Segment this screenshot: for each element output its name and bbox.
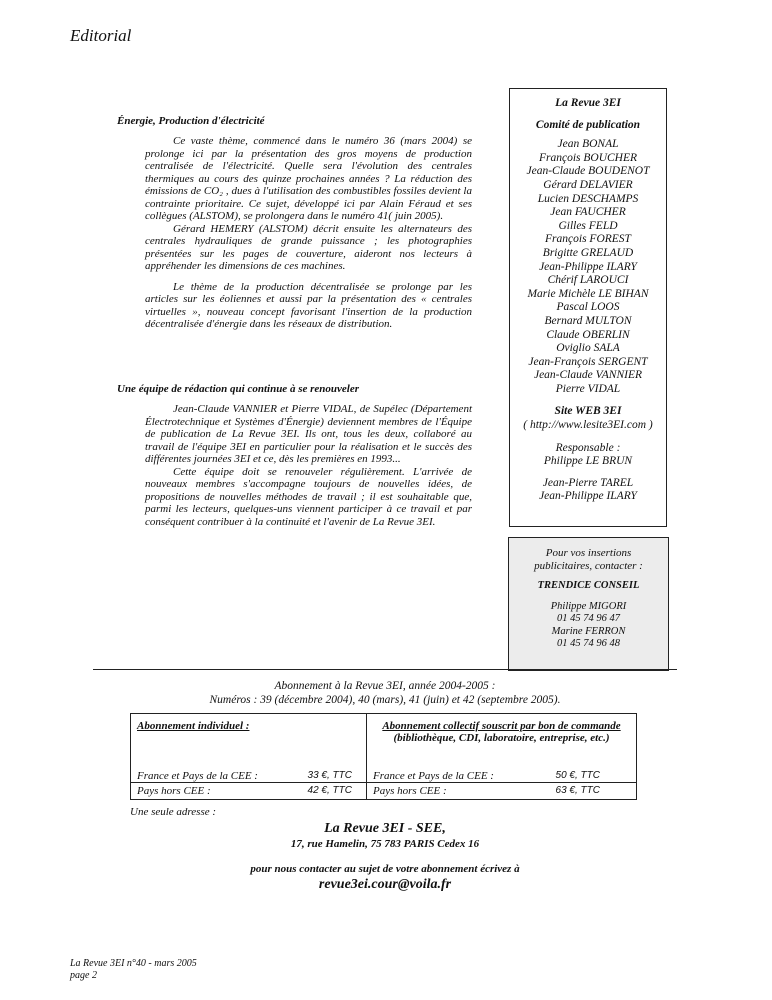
price-coll-cee: 50 €, TTC	[555, 770, 600, 781]
paragraph: Jean-Claude VANNIER et Pierre VIDAL, de Supélec (Département Électrotechnique et Systèmes d'Énergie) deviennent membres de l'Équipe de publication de La Revue 3EI. Ils ont, tous les deux, collaboré au travail de l'équipe 3EI en particulier pour la réalisation et le succès des différentes journées 3EI et ce, dès les premières en 1993...	[145, 403, 472, 465]
table-cell	[367, 783, 637, 800]
indiv-title: Abonnement individuel :	[137, 720, 250, 732]
publicite-box	[508, 537, 669, 671]
comite-title: Comité de publication	[535, 118, 641, 131]
member-name: Pierre VIDAL	[555, 382, 621, 395]
footer	[70, 958, 197, 982]
comite-box	[509, 88, 667, 527]
section-body	[145, 403, 472, 528]
member-name: Gérard DELAVIER	[543, 178, 633, 191]
member-name: Jean-Pierre TAREL	[542, 476, 634, 489]
table-cell	[367, 768, 637, 783]
adresse-name: La Revue 3EI - SEE,	[324, 821, 446, 836]
editorial-section-equipe	[117, 383, 472, 528]
paragraph: Le thème de la production décentralisée se prolonge par les articles sur les éoliennes et aussi par la présentation des « centrales virtuelles », nouveau concept favorisant l'insertion de la production décentralisée d'énergie dans les réseaux de distribution.	[145, 280, 472, 330]
label-cee: France et Pays de la CEE :	[137, 770, 258, 782]
responsable-label: Responsable :	[555, 441, 621, 454]
member-name: Jean-Claude BOUDENOT	[526, 165, 650, 178]
paragraph: Ce vaste thème, commencé dans le numéro 36 (mars 2004) se prolonge ici par la présentation des gros moyens de production centralisée de l'électricité. Quelle sera l'évolution des centrales thermiques au cours des quinze prochaines années ? La réduction des émissions de CO₂ , dues à l'utilisation des combustibles fossiles devient la contrainte prioritaire. Ce sujet, développé ici par Alain Féraud et ses collègues (ALSTOM), se prolongera dans le numéro 41( juin 2005).	[145, 135, 472, 222]
adresse-street: 17, rue Hamelin, 75 783 PARIS Cedex 16	[290, 838, 480, 850]
member-name: Brigitte GRELAUD	[542, 246, 634, 259]
paragraph: Gérard HEMERY (ALSTOM) décrit ensuite les alternateurs des centrales hydrauliques de grande puissance ; les photographies présentées sur les pages de couverture, aideront nos lecteurs à appréhender les dimensions de ces machines.	[145, 222, 472, 272]
abonnement-issues: Numéros : 39 (décembre 2004), 40 (mars), 41 (juin) et 42 (septembre 2005).	[209, 694, 561, 706]
member-name: Oviglio SALA	[556, 342, 620, 355]
site-title: Site WEB 3EI	[554, 405, 622, 418]
revue-name: La Revue 3EI	[555, 97, 621, 109]
member-name: Jean-Philippe ILARY	[539, 490, 637, 503]
price-coll-hors: 63 €, TTC	[555, 785, 600, 796]
section-title: Une équipe de rédaction qui continue à se renouveler	[117, 383, 359, 395]
member-name: Pascal LOOS	[556, 301, 620, 314]
price-indiv-hors: 42 €, TTC	[307, 785, 352, 796]
contact-line: pour nous contacter au sujet de votre abonnement écrivez à	[250, 863, 520, 875]
site-url[interactable]: ( http://www.lesite3EI.com )	[523, 419, 653, 432]
responsable-name: Philippe LE BRUN	[543, 455, 633, 468]
indiv-header-cell	[131, 714, 367, 769]
label-hors: Pays hors CEE :	[137, 785, 211, 797]
footer-page: page 2	[70, 970, 97, 981]
abonnement-heading: Abonnement à la Revue 3EI, année 2004-2005 :	[274, 680, 496, 692]
abonnement-table	[130, 713, 637, 800]
contact-phone: 01 45 74 96 47	[557, 613, 620, 624]
member-name: Marie Michèle LE BIHAN	[527, 287, 649, 300]
pub-text: Pour vos insertions	[545, 547, 632, 559]
member-name: François FOREST	[545, 233, 631, 246]
member-name: Jean-Claude VANNIER	[533, 369, 643, 382]
member-name: Chérif LAROUCI	[547, 274, 629, 287]
price-indiv-cee: 33 €, TTC	[307, 770, 352, 781]
member-name: Lucien DESCHAMPS	[537, 192, 639, 205]
contact-name: Marine FERRON	[551, 625, 626, 637]
contact-email[interactable]: revue3ei.cour@voila.fr	[318, 877, 452, 892]
contact-phone: 01 45 74 96 48	[557, 638, 620, 649]
table-cell	[131, 768, 367, 783]
collectif-header-cell	[367, 714, 637, 769]
member-name: Claude OBERLIN	[546, 328, 630, 341]
member-name: Jean-Philippe ILARY	[539, 260, 637, 273]
member-list	[510, 138, 666, 396]
collectif-subtitle: (bibliothèque, CDI, laboratoire, entreprise, etc.)	[393, 732, 610, 744]
page-title: Editorial	[70, 26, 132, 45]
footer-issue: La Revue 3EI n°40 - mars 2005	[70, 958, 197, 969]
editorial-section-energie	[117, 115, 472, 331]
pub-company: TRENDICE CONSEIL	[537, 580, 640, 591]
table-cell	[131, 783, 367, 800]
member-name: Gilles FELD	[558, 219, 618, 232]
section-title: Énergie, Production d'électricité	[117, 115, 265, 127]
label-cee: France et Pays de la CEE :	[373, 770, 494, 782]
member-name: Jean FAUCHER	[550, 206, 626, 219]
member-name: François BOUCHER	[538, 151, 638, 164]
divider	[93, 669, 677, 670]
section-body	[145, 135, 472, 331]
adresse-label: Une seule adresse :	[130, 806, 217, 818]
member-name: Jean-François SERGENT	[528, 355, 648, 368]
contact-name: Philippe MIGORI	[550, 600, 627, 612]
paragraph: Cette équipe doit se renouveler régulièrement. L'arrivée de nouveaux membres s'accompagne toujours de nouvelles idées, de propositions de nouvelles méthodes de travail ; il est souhaitable que, parmi les lecteurs, quelques-uns viennent participer à ce travail et par conséquent contribuer à la continuité et l'avenir de La Revue 3EI.	[145, 465, 472, 528]
collectif-title: Abonnement collectif souscrit par bon de commande	[382, 720, 621, 732]
pub-text: publicitaires, contacter :	[534, 559, 643, 572]
member-name: Bernard MULTON	[544, 314, 632, 327]
member-name: Jean BONAL	[557, 138, 619, 151]
label-hors: Pays hors CEE :	[373, 785, 447, 797]
